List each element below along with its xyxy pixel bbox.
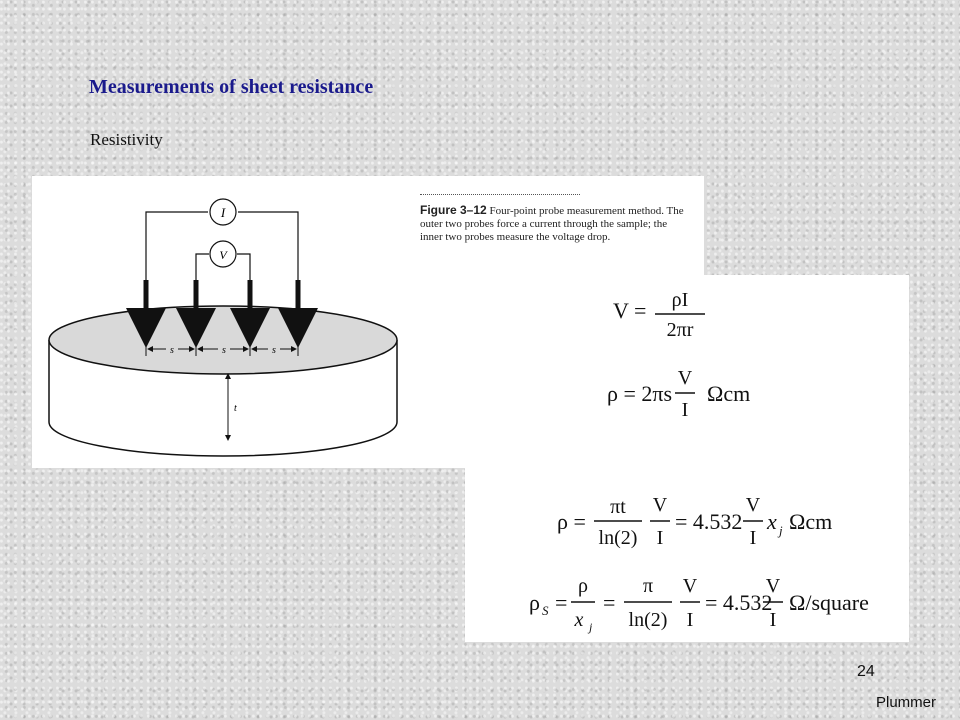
svg-text:ln(2): ln(2) (628, 609, 668, 631)
ammeter-label: I (220, 205, 226, 220)
svg-text:S: S (542, 603, 549, 618)
equations-panel (465, 275, 909, 642)
spacing-label-2: s (222, 345, 226, 356)
author-credit: Plummer (876, 694, 937, 711)
caption-figure-number: Figure 3–12 (420, 203, 487, 217)
svg-text:= 4.532: = 4.532 (705, 590, 773, 615)
svg-text:Ωcm: Ωcm (707, 381, 751, 406)
slide-title: Measurements of sheet resistance (89, 76, 374, 98)
svg-text:ln(2): ln(2) (598, 527, 638, 549)
equation-sheet-resistance (529, 575, 869, 634)
spacing-label-1: s (170, 345, 174, 356)
svg-text:= 4.532: = 4.532 (675, 509, 743, 534)
caption-text: Four-point probe measurement method. The outer two probes force a current through the sample; the inner two probes measure the voltage drop. (420, 205, 684, 243)
svg-text:j: j (779, 523, 783, 538)
svg-text:Ωcm: Ωcm (789, 509, 833, 534)
svg-text:I: I (681, 399, 689, 421)
equation-voltage (613, 289, 705, 341)
wafer-top (49, 306, 397, 374)
svg-text:=: = (603, 590, 616, 615)
svg-text:ρ: ρ (578, 575, 588, 597)
svg-text:I: I (686, 609, 694, 631)
svg-text:I: I (749, 527, 757, 549)
page-number: 24 (857, 663, 875, 680)
svg-text:V: V (677, 367, 693, 389)
slide-subtitle: Resistivity (90, 130, 163, 149)
equation-resistivity-bulk (607, 367, 750, 421)
svg-text:x: x (767, 509, 777, 534)
svg-text:ρ = 2πs: ρ = 2πs (607, 381, 673, 406)
figure-caption (420, 194, 690, 244)
svg-text:j: j (589, 620, 593, 634)
caption-rule (420, 194, 580, 195)
svg-text:I: I (769, 609, 777, 631)
svg-text:V: V (745, 494, 761, 516)
svg-text:ρI: ρI (671, 289, 689, 311)
svg-text:ρ: ρ (529, 590, 540, 615)
svg-text:2πr: 2πr (666, 319, 694, 341)
spacing-label-3: s (272, 345, 276, 356)
svg-text:ρ =: ρ = (557, 509, 586, 534)
equation-resistivity-thin (557, 494, 832, 549)
thickness-label: t (234, 403, 237, 414)
svg-text:V: V (652, 494, 668, 516)
svg-text:V: V (765, 575, 781, 597)
svg-text:V =: V = (613, 298, 647, 323)
svg-text:=: = (555, 590, 568, 615)
equations-svg (465, 275, 909, 642)
svg-text:π: π (642, 575, 654, 597)
svg-text:πt: πt (610, 496, 626, 518)
svg-text:x: x (574, 609, 584, 631)
svg-text:Ω/square: Ω/square (789, 590, 869, 615)
svg-text:V: V (682, 575, 698, 597)
svg-text:I: I (656, 527, 664, 549)
voltmeter-label: V (219, 248, 227, 262)
